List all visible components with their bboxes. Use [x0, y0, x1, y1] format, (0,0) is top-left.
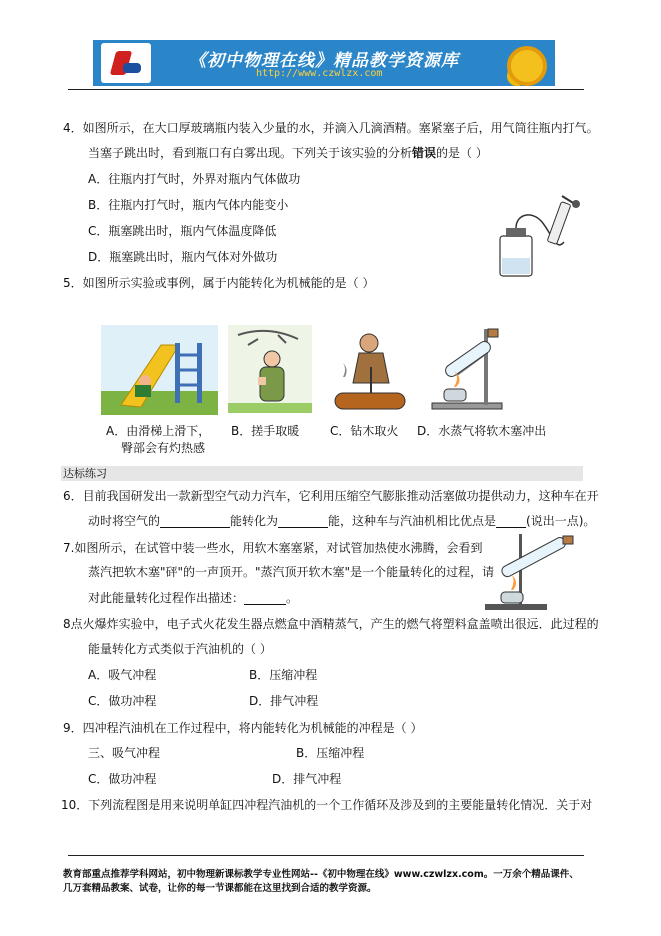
q8-option-b: B．压缩冲程 — [249, 668, 318, 682]
q6-blank-1[interactable] — [160, 515, 230, 528]
q8-option-d: D．排气冲程 — [249, 694, 319, 708]
q5-caption-b: B．搓手取暖 — [231, 424, 300, 438]
q9-option-c: C．做功冲程 — [88, 772, 157, 786]
q4-stem-line2 — [88, 146, 488, 160]
q4-option-a: A．往瓶内打气时，外界对瓶内气体做功 — [88, 172, 301, 186]
banner-url[interactable]: http://www.czwlzx.com — [256, 68, 383, 79]
rub-hands-picture — [228, 325, 312, 413]
q7-line1: 7.如图所示，在试管中装一些水，用软木塞塞紧，对试管加热使水沸腾，会看到 — [63, 541, 483, 555]
steam-cork-picture — [428, 323, 514, 413]
q4-option-c: C．瓶塞跳出时，瓶内气体温度降低 — [88, 224, 277, 238]
q6-line1: 6．目前我国研发出一款新型空气动力汽车，它利用压缩空气膨胀推动活塞做功提供动力，这种车在开 — [63, 489, 599, 503]
q7-text-b: 。 — [286, 591, 299, 605]
q5-caption-c: C．钻木取火 — [330, 424, 399, 438]
q6-blank-3[interactable] — [496, 515, 526, 528]
q5-stem: 5．如图所示实验或事例，属于内能转化为机械能的是（ ） — [63, 276, 375, 290]
q10-line1: 10．下列流程图是用来说明单缸四冲程汽油机的一个工作循环及涉及到的主要能量转化情况．关于对 — [61, 798, 593, 812]
q8-option-c: C．做功冲程 — [88, 694, 157, 708]
q5-caption-a1: A．由滑梯上滑下， — [106, 424, 211, 438]
q7-line2: 蒸汽把软木塞"砰"的一声顶开。"蒸汽顶开软木塞"是一个能量转化的过程，请 — [88, 565, 495, 579]
q6-line2 — [88, 514, 595, 528]
sunflower-icon — [507, 46, 547, 86]
q8-line2: 能量转化方式类似于汽油机的（ ） — [88, 642, 272, 656]
q4-stem-line1: 4．如图所示，在大口厚玻璃瓶内装入少量的水，并滴入几滴酒精。塞紧塞子后，用气筒往瓶内打气。 — [63, 121, 599, 135]
q8-line1: 8点火爆炸实验中，电子式火花发生器点燃盒中酒精蒸气，产生的燃气将塑料盒盖喷出很远．此过程的 — [63, 617, 599, 631]
footer-line2: 几万套精品教案、试卷，让你的每一节课都能在这里找到合适的教学资源。 — [63, 883, 377, 894]
q4-option-b: B．往瓶内打气时，瓶内气体内能变小 — [88, 198, 289, 212]
q6-text-c: 能，这种车与汽油机相比优点是 — [328, 514, 497, 528]
q4-emphasis: 错误 — [412, 146, 437, 160]
bottle-pump-figure — [492, 192, 584, 284]
banner-title: 《初中物理在线》精品教学资源库 — [189, 51, 459, 71]
q7-text-a: 对此能量转化过程作出描述： — [88, 591, 245, 605]
q6-text-d: (说出一点)。 — [526, 514, 596, 528]
q6-text-b: 能转化为 — [230, 514, 279, 528]
q6-blank-2[interactable] — [278, 515, 328, 528]
q7-line3 — [88, 591, 298, 605]
drill-wood-picture — [329, 327, 411, 413]
q9-option-a: 三、吸气冲程 — [88, 746, 161, 760]
q4-stem-text: 当塞子跳出时，看到瓶口有白雾出现。下列关于该实验的分析 — [88, 146, 413, 160]
q9-option-d: D．排气冲程 — [272, 772, 342, 786]
footer-line1: 教育部重点推荐学科网站，初中物理新课标教学专业性网站--《初中物理在线》www.czwlzx.com。一万余个精品课件、 — [63, 869, 579, 880]
q4-stem-tail: 的是（ ） — [436, 146, 488, 160]
header-divider — [68, 89, 584, 90]
site-logo — [101, 43, 151, 83]
q8-option-a: A．吸气冲程 — [88, 668, 157, 682]
section-tag: 达标练习 — [61, 466, 583, 481]
q9-stem: 9．四冲程汽油机在工作过程中，将内能转化为机械能的冲程是（ ） — [63, 721, 423, 735]
footer-divider — [68, 855, 584, 856]
q4-option-d: D．瓶塞跳出时，瓶内气体对外做功 — [88, 250, 278, 264]
test-tube-figure — [481, 530, 579, 612]
q9-option-b: B．压缩冲程 — [296, 746, 365, 760]
slide-picture — [101, 325, 218, 415]
q5-caption-a2: 臀部会有灼热感 — [121, 441, 206, 455]
header-banner — [93, 40, 555, 86]
q5-caption-d: D．水蒸气将软木塞冲出 — [417, 424, 547, 438]
q6-text-a: 动时将空气的 — [88, 514, 161, 528]
q7-blank[interactable] — [244, 592, 286, 605]
